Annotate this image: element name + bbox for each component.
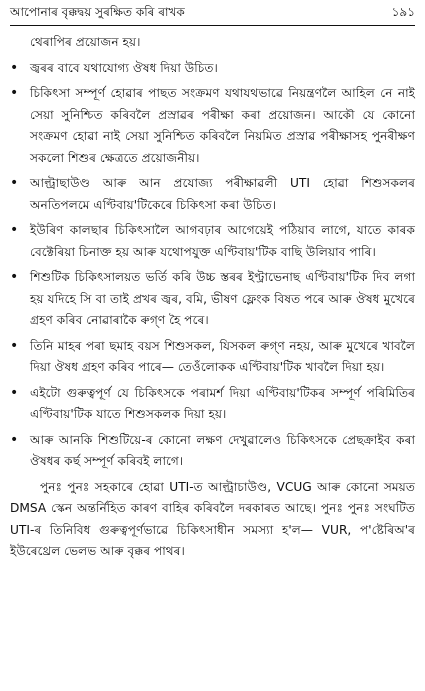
list-item [10,383,415,426]
list-item-text: জ্বৰৰ বাবে যথাযোগ্য ঔষধ দিয়া উচিত। [30,60,218,75]
list-item-text: আল্ট্ৰাছাউণ্ড আৰু আন প্ৰযোজ্য পৰীক্ষাৱলী UTI হোৱা শিশুসকলৰ অনতিপলমে এণ্টিবায়'টিকেৰে চিকিৎসা কৰা উচিত। [30,176,415,212]
bullet-icon: • [10,59,19,76]
bullet-icon: • [10,222,19,238]
closing-paragraph: পুনঃ পুনঃ সহকাৰে হোৱা UTI-ত আল্ট্ৰাচাউণ্ড, VCUG আৰু কোনো সময়ত DMSA স্কেন অন্তৰ্নিহিত কাৰণ বাহিৰ কৰিবলৈ দৰকাৰত আছে। পুনঃ পুনঃ সংঘটিত UTI-ৰ তিনিবিধ গুৰুত্বপূৰ্ণভাৱে চিকিৎসাধীন সমস্যা হ'ল— VUR, প'ষ্টেৰিঅ'ৰ ইউৰেথ্ৰেল ভেলভ আৰু বৃক্কৰ পাথৰ। [10,479,415,558]
list-item-text: চিকিৎসা সম্পূৰ্ণ হোৱাৰ পাছত সংক্ৰমণ যথাযথভাৱে নিয়ন্ত্ৰণলৈ আহিল নে নাই সেয়া সুনিশ্চিত কৰিবলৈ প্ৰস্ৰাৱৰ পৰীক্ষা কৰা প্ৰয়োজন। আকৌ যে কোনো সংক্ৰমণ হোৱা নাই সেয়া সুনিশ্চিত কৰিবলৈ নিয়মিত প্ৰস্ৰাৱ পৰীক্ষাসহ পুনৰীক্ষণ সকলো শিশুৰ ক্ষেত্ৰতে প্ৰয়োজনীয়। [30,86,415,165]
bullet-list [10,58,415,473]
list-item-text: এইটো গুৰুত্বপূৰ্ণ যে চিকিৎসকে পৰামৰ্শ দিয়া এণ্টিবায়'টিকৰ সম্পূৰ্ণ পৰিমিতিৰ এণ্টিবায়'টিক যাতে শিশুসকলক দিয়া হয়। [30,385,415,421]
list-item [10,336,415,379]
bullet-icon: • [10,337,19,354]
list-item [10,58,415,80]
running-title: আপোনাৰ বৃক্কদ্বয় সুৰক্ষিত কৰি ৰাখক [10,5,185,19]
header-rule [10,25,415,26]
bullet-icon: • [10,384,19,401]
bullet-icon: • [10,269,19,285]
list-item-text: তিনি মাহৰ পৰা ছমাহ বয়স শিশুসকল, যিসকল ৰুগ্ণ নহয়, আৰু মুখেৰে খাবলৈ দিয়া ঔষধ গ্ৰহণ কৰিব পাৰে— তেওঁলোকক এণ্টিবায়'টিক খাবলৈ দিয়া হয়। [30,338,415,374]
page-body [10,32,415,563]
bullet-icon: • [10,175,19,191]
list-item-text: শিশুটিক চিকিৎসালয়ত ভৰ্তি কৰি উচ্চ স্তৰৰ ইণ্ট্ৰাভেনাছ এণ্টিবায়'টিক দিব লগা হয় যদিহে সি বা তাই প্ৰখৰ জ্বৰ, বমি, ভীষণ ফ্লেংক বিষত পৰে আৰু ঔষধ মুখেৰে গ্ৰহণ কৰিব নোৱাৰাকৈ ৰুগ্ণ হৈ পৰে। [30,270,415,327]
list-item [10,267,415,332]
list-item [10,83,415,169]
continuation-line: থেৰাপিৰ প্ৰয়োজন হয়। [30,35,141,49]
list-item [10,430,415,473]
page-header [10,4,415,24]
bullet-icon: • [10,85,19,101]
list-item-text: ইউৰিণ কালছাৰ চিকিৎসালৈ আগবঢ়াৰ আগেয়েই পঠিয়াব লাগে, যাতে কাৰক বেক্টেৰিয়া চিনাক্ত হয় আৰু যথোপযুক্ত এণ্টিবায়'টিক বাছি উলিয়াব পাৰি। [30,223,415,259]
list-item [10,220,415,263]
list-item [10,173,415,216]
bullet-icon: • [10,431,19,448]
list-item-text: আৰু আনকি শিশুটিয়ে-ৰ কোনো লক্ষণ দেখুৱালেও চিকিৎসকে প্ৰেছক্ৰাইব কৰা ঔষধৰ কৰ্ছ সম্পূৰ্ণ কৰিবই লাগে। [30,432,415,468]
page-number: ১৯১ [391,5,415,19]
